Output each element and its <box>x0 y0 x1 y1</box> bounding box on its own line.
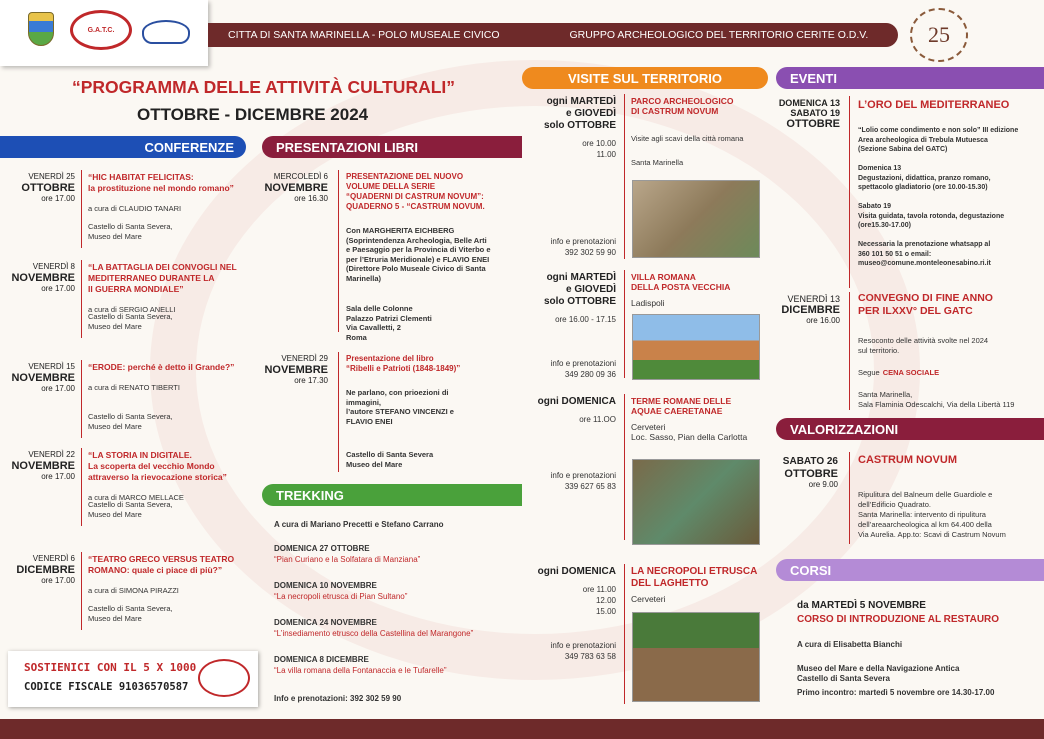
conferenza-title: “TEATRO GRECO VERSUS TEATRO ROMANO: quale ci piace di più?” <box>88 554 235 575</box>
conferenza-date-day: VENERDÌ 22 <box>28 450 75 459</box>
libro-title: PRESENTAZIONE DEL NUOVO VOLUME DELLA SERIE “QUADERNI DI CASTRUM NOVUM”: QUADERNO 5 - “CASTRUM NOVUM. <box>346 172 485 211</box>
conferenza-speaker: a cura di RENATO TIBERTI <box>88 383 180 392</box>
visita-divider <box>624 564 625 704</box>
conferenza-speaker: a cura di SIMONA PIRAZZI <box>88 586 179 595</box>
visita-title: LA NECROPOLI ETRUSCA DEL LAGHETTO <box>631 566 758 589</box>
visite-header <box>522 67 768 89</box>
libro-date-day: VENERDÌ 29 <box>281 354 328 363</box>
conferenza-divider <box>81 260 82 338</box>
conferenza-title: “HIC HABITAT FELICITAS: la prostituzione nel mondo romano” <box>88 172 234 193</box>
trekking-date: DOMENICA 27 OTTOBRE <box>274 544 370 553</box>
valorizzazioni-date <box>760 456 838 490</box>
conferenze-header <box>0 136 246 158</box>
conferenze-header-label: CONFERENZE <box>144 139 234 155</box>
trekking-date: DOMENICA 24 NOVEMBRE <box>274 618 377 627</box>
visita-divider <box>624 394 625 540</box>
conferenza-place: Castello di Santa Severa, Museo del Mare <box>88 500 173 519</box>
visite-header-label: VISITE SUL TERRITORIO <box>567 70 723 86</box>
conferenza-place: Castello di Santa Severa, Museo del Mare <box>88 412 173 431</box>
libro-date-time: ore 17.30 <box>294 376 328 385</box>
libro-date-day: MERCOLEDÌ 6 <box>273 172 328 181</box>
conferenza-date-month: DICEMBRE <box>16 564 75 576</box>
trekking-date: DOMENICA 8 DICEMBRE <box>274 655 369 664</box>
main-title: “PROGRAMMA DELLE ATTIVITÀ CULTURALI” <box>72 77 456 97</box>
corsi-first: Primo incontro: martedì 5 novembre ore 14.30-17.00 <box>797 688 995 697</box>
trekking-title: “La villa romana della Fontanaccia e le Tufarelle” <box>274 666 447 675</box>
trekking-title: “La necropoli etrusca di Pian Sultano” <box>274 592 408 601</box>
conferenza-date <box>0 450 75 482</box>
cena-label: CENA SOCIALE <box>882 368 940 377</box>
libro-date-month: NOVEMBRE <box>264 364 328 376</box>
evento-date <box>758 294 840 326</box>
libro-date <box>250 172 328 204</box>
valorizzazioni-header-label: VALORIZZAZIONI <box>790 421 899 437</box>
conferenza-date-time: ore 17.00 <box>41 284 75 293</box>
valorizzazioni-month: OTTOBRE <box>784 468 838 480</box>
corsi-line1: da MARTEDÌ 5 NOVEMBRE <box>797 600 926 611</box>
conferenza-place: Castello di Santa Severa, Museo del Mare <box>88 312 173 331</box>
evento-date-pre: DOMENICA 13 <box>778 98 840 108</box>
conferenza-date-time: ore 17.00 <box>41 576 75 585</box>
visita-times: ore 11.00 12.00 15.00 <box>582 585 616 616</box>
bottom-strip <box>0 719 1044 739</box>
conferenza-date-month: NOVEMBRE <box>11 272 75 284</box>
evento-title: CONVEGNO DI FINE ANNO PER ILXXV° DEL GATC <box>858 292 993 317</box>
visita-info: info e prenotazioni 392 302 59 90 <box>550 237 616 257</box>
conferenza-place: Castello di Santa Severa, Museo del Mare <box>88 604 173 623</box>
top-banner <box>208 23 898 47</box>
evento-divider <box>849 96 850 288</box>
visita-title: PARCO ARCHEOLOGICO DI CASTRUM NOVUM <box>631 96 734 116</box>
libro-divider <box>338 352 339 472</box>
eventi-header-label: EVENTI <box>790 70 837 86</box>
evento-date <box>758 98 840 130</box>
conferenza-divider <box>81 360 82 438</box>
sostieni-line1: SOSTIENICI CON IL 5 X 1000 <box>24 661 197 674</box>
corsi-header-label: CORSI <box>790 562 832 578</box>
visita-loc: Cerveteri Loc. Sasso, Pian della Carlotta <box>631 422 748 442</box>
corsi-line2: CORSO DI INTRODUZIONE AL RESTAURO <box>797 614 1000 625</box>
visita-title: VILLA ROMANA DELLA POSTA VECCHIA <box>631 272 731 292</box>
visita-loc: Ladispoli <box>631 298 665 308</box>
evento-desc: “Lolio come condimento e non solo” III edizione Area archeologica di Trebula Mutuesca (Sezione Sabina del GATC) Domenica 13 Degustazioni, didattica, pranzo romano, spettacolo gladiatorio (ore 10.00-15.30) Sabato 19 Visita guidata, tavola rotonda, degustazione (ore15.30-17.00) Necessaria la prenotazione whatsapp al 360 101 50 51 o email: museo@comune.monteleonesabino.ri.it <box>858 127 1019 267</box>
conferenza-divider <box>81 552 82 630</box>
conferenza-speaker: a cura di SERGIO ANELLI <box>88 305 176 314</box>
valorizzazioni-divider <box>849 452 850 544</box>
libro-date <box>250 354 328 386</box>
org-right: GRUPPO ARCHEOLOGICO DEL TERRITORIO CERITE O.D.V. <box>569 29 869 41</box>
visita-divider <box>624 94 625 259</box>
conferenza-date-time: ore 17.00 <box>41 194 75 203</box>
visita-photo <box>632 612 760 702</box>
evento-date-month: DICEMBRE <box>781 304 840 316</box>
visita-info: info e prenotazioni 339 627 65 83 <box>550 471 616 491</box>
visita-when: ogni MARTEDÌ e GIOVEDÌ solo OTTOBRE <box>543 96 616 131</box>
visita-times: ore 16.00 - 17.15 <box>555 315 616 324</box>
libro-divider <box>338 170 339 332</box>
trekking-date: DOMENICA 10 NOVEMBRE <box>274 581 377 590</box>
anniversary-number: 25 <box>928 22 950 47</box>
segue-label: Segue <box>858 368 880 377</box>
conferenza-date-time: ore 17.00 <box>41 384 75 393</box>
conferenza-date-day: VENERDÌ 15 <box>28 362 75 371</box>
visita-when: ogni DOMENICA <box>537 566 616 577</box>
evento-place: Santa Marinella, Sala Flaminia Odescalchi, Via della Libertà 119 <box>858 390 1015 409</box>
evento-desc: Resoconto delle attività svolte nel 2024 sul territorio. <box>858 336 989 355</box>
libri-header-label: PRESENTAZIONI LIBRI <box>276 139 419 155</box>
evento-title: L’ORO DEL MEDITERRANEO <box>858 99 1010 111</box>
logo-panel <box>0 0 208 66</box>
libro-title: Presentazione del libro “Ribelli e Patrioti (1848-1849)” <box>346 354 461 373</box>
corsi-header <box>776 559 1044 581</box>
visita-photo <box>632 314 760 380</box>
conferenza-date-month: OTTOBRE <box>21 182 75 194</box>
conferenza-date-month: NOVEMBRE <box>11 460 75 472</box>
sostieni-box <box>8 651 258 707</box>
libri-header <box>262 136 522 158</box>
conferenza-date-time: ore 17.00 <box>41 472 75 481</box>
evento-segue <box>858 368 939 378</box>
visita-loc: Cerveteri <box>631 594 666 604</box>
valorizzazioni-day: SABATO 26 <box>782 456 838 467</box>
visita-divider <box>624 270 625 378</box>
conferenza-title: “LA BATTAGLIA DEI CONVOGLI NEL MEDITERRANEO DURANTE LA II GUERRA MONDIALE” <box>88 262 237 294</box>
libro-date-month: NOVEMBRE <box>264 182 328 194</box>
anniversary-badge <box>910 8 968 62</box>
valorizzazioni-title: CASTRUM NOVUM <box>858 454 957 466</box>
visita-loc: Santa Marinella <box>631 158 684 167</box>
gatc-logo-text: G.A.T.C. <box>87 26 115 34</box>
conferenza-date <box>0 262 75 294</box>
evento-divider <box>849 292 850 410</box>
libro-place: Sala delle Colonne Palazzo Patrizi Clementi Via Cavalletti, 2 Roma <box>346 304 432 342</box>
eventi-header <box>776 67 1044 89</box>
org-left: CITTA DI SANTA MARINELLA - POLO MUSEALE CIVICO <box>228 29 500 41</box>
conferenza-date-day: VENERDÌ 8 <box>32 262 75 271</box>
conferenza-date-month: NOVEMBRE <box>11 372 75 384</box>
corsi-curator: A cura di Elisabetta Bianchi <box>797 640 903 649</box>
conferenza-date <box>0 554 75 586</box>
evento-date-month: OTTOBRE <box>786 118 840 130</box>
visita-desc: Visite agli scavi della città romana <box>631 134 744 143</box>
conferenza-divider <box>81 448 82 526</box>
evento-date-mid: SABATO 19 <box>790 108 840 118</box>
conferenza-date-day: VENERDÌ 25 <box>28 172 75 181</box>
trekking-header-label: TREKKING <box>276 487 344 503</box>
valorizzazioni-desc: Ripulitura del Balneum delle Guardiole e dell’Edificio Quadrato. Santa Marinella: intervento di ripulitura dell’areaarcheologica al km 64.400 della Via Aurelia. App.to: Scavi di Castrum Novum <box>858 490 1006 539</box>
evento-date-pre: VENERDÌ 13 <box>787 294 840 304</box>
visita-when: ogni DOMENICA <box>537 396 616 407</box>
gatc-small-logo-icon <box>198 659 250 697</box>
conferenza-speaker: a cura di CLAUDIO TANARI <box>88 204 182 213</box>
visita-info: info e prenotazioni 349 783 63 58 <box>550 641 616 661</box>
gatc-logo <box>70 10 132 50</box>
visita-times: ore 10.00 11.00 <box>582 139 616 159</box>
corsi-place: Museo del Mare e della Navigazione Antica Castello di Santa Severa <box>797 664 960 683</box>
libro-place: Castello di Santa Severa Museo del Mare <box>346 450 434 469</box>
visita-info: info e prenotazioni 349 280 09 36 <box>550 359 616 379</box>
libro-desc: Ne parlano, con prioezioni di immagini, l’autore STEFANO VINCENZI e FLAVIO ENEI <box>346 388 454 426</box>
visita-times: ore 11.OO <box>579 415 616 424</box>
museum-logo-icon <box>142 20 190 44</box>
valorizzazioni-time: ore 9.00 <box>808 480 838 489</box>
trekking-title: “L’insediamento etrusco della Castellina del Marangone” <box>274 629 474 638</box>
conferenza-date <box>0 172 75 204</box>
conferenza-divider <box>81 170 82 248</box>
evento-date-time: ore 16.00 <box>806 316 840 325</box>
valorizzazioni-header <box>776 418 1044 440</box>
libro-desc: Con MARGHERITA EICHBERG (Soprintendenza Archeologia, Belle Arti e Paesaggio per la Provincia di Viterbo e per l’Etruria Meridionale) e FLAVIO ENEI (Direttore Polo Museale Civico di Santa Marinella) <box>346 226 491 283</box>
trekking-curators: A cura di Mariano Precetti e Stefano Carrano <box>274 520 444 529</box>
main-subtitle: OTTOBRE - DICEMBRE 2024 <box>137 105 369 124</box>
conferenza-date <box>0 362 75 394</box>
conferenza-date-day: VENERDÌ 6 <box>32 554 75 563</box>
libro-date-time: ore 16.30 <box>294 194 328 203</box>
conferenza-title: “ERODE: perché è detto il Grande?” <box>88 362 235 372</box>
trekking-title: “Pian Curiano e la Solfatara di Manziana” <box>274 555 421 564</box>
conferenza-title: “LA STORIA IN DIGITALE. La scoperta del vecchio Mondo attraverso la rievocazione storica” <box>88 450 227 482</box>
visita-photo <box>632 459 760 545</box>
visita-photo <box>632 180 760 258</box>
sostieni-line2: CODICE FISCALE 91036570587 <box>24 681 189 693</box>
trekking-info: Info e prenotazioni: 392 302 59 90 <box>274 694 402 703</box>
conferenza-speaker: a cura di MARCO MELLACE <box>88 493 184 502</box>
trekking-header <box>262 484 522 506</box>
visita-when: ogni MARTEDÌ e GIOVEDÌ solo OTTOBRE <box>543 272 616 307</box>
visita-title: TERME ROMANE DELLE AQUAE CAERETANAE <box>631 396 732 416</box>
city-crest-icon <box>28 12 54 46</box>
conferenza-place: Castello di Santa Severa, Museo del Mare <box>88 222 173 241</box>
